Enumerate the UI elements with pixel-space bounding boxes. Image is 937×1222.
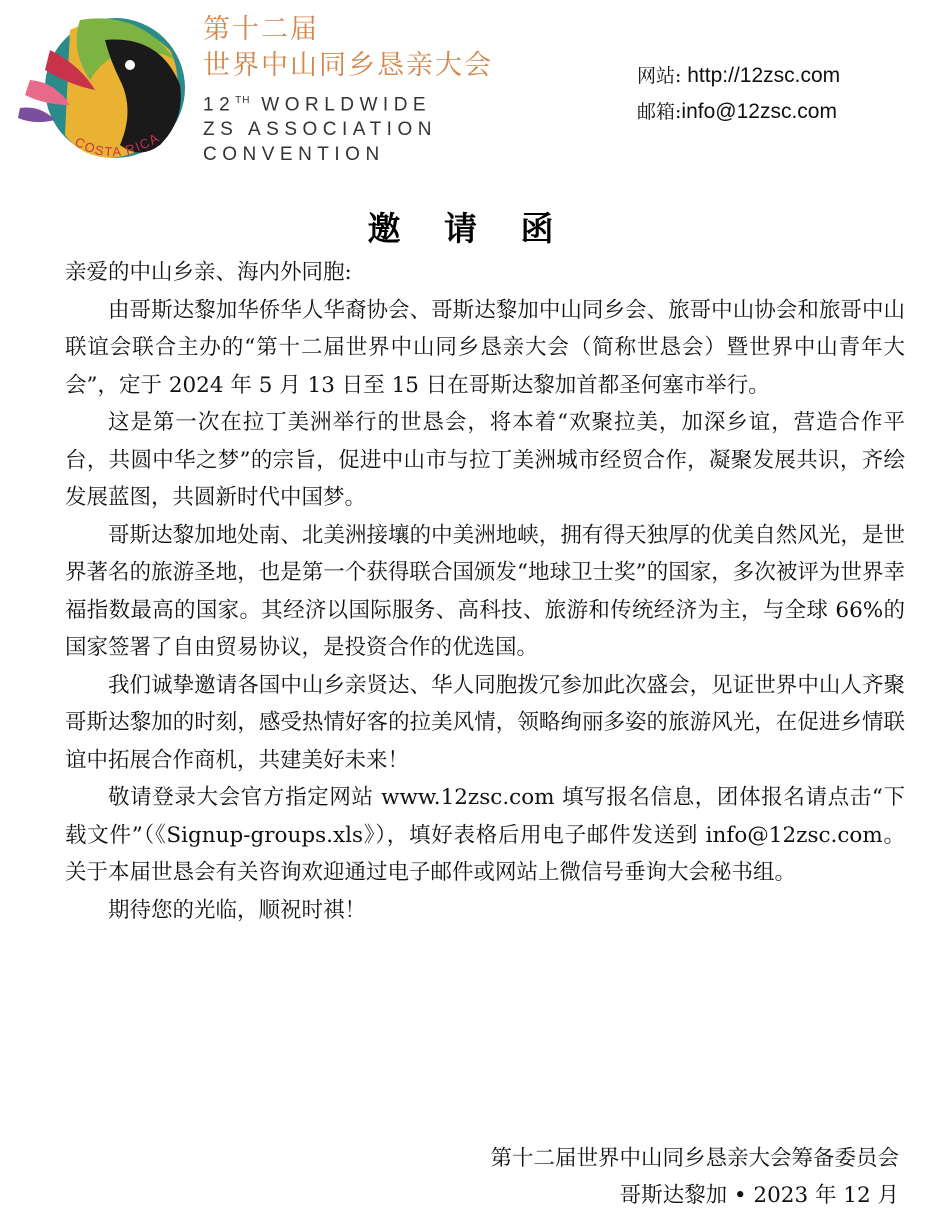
website-line [637, 58, 840, 94]
logo-toucan-eye [125, 60, 135, 70]
paragraph-registration: 敬请登录大会官方指定网站 www.12zsc.com 填写报名信息，团体报名请点击“下载文件”（《Signup-groups.xls》），填好表格后用电子邮件发送到 info@12zsc.com。关于本届世恳会有关咨询欢迎通过电子邮件或网站上微信号垂询大会秘书组。 [65, 785, 905, 885]
paragraph-organizers: 由哥斯达黎加华侨华人华裔协会、哥斯达黎加中山同乡会、旅哥中山协会和旅哥中山联谊会联合主办的“第十二届世界中山同乡恳亲大会（简称世恳会）暨世界中山青年大会”，定于 2024 年 5 月 13 日至 15 日在哥斯达黎加首都圣何塞市举行。 [65, 297, 905, 398]
signature-block [490, 1140, 899, 1214]
letterhead [0, 0, 937, 185]
convention-title-en-line2: ZS ASSOCIATION [203, 119, 437, 141]
paragraph-costa-rica: 哥斯达黎加地处南、北美洲接壤的中美洲地峡，拥有得天独厚的优美自然风光，是世界著名的旅游圣地，也是第一个获得联合国颁发“地球卫士奖”的国家，多次被评为世界幸福指数最高的国家。其经济以国际服务、高科技、旅游和传统经济为主，与全球 66%的国家签署了自由贸易协议，是投资合作的优选国。 [65, 522, 905, 660]
en-ordinal-suffix: TH [235, 95, 251, 106]
contact-info [637, 58, 840, 130]
signature-place-date: 哥斯达黎加 • 2023 年 12 月 [619, 1183, 899, 1208]
en-title-worldwide: WORLDWIDE [250, 94, 432, 116]
email-line [637, 94, 840, 130]
document-title: 邀 请 函 [367, 209, 570, 248]
convention-title-en-line1 [203, 88, 437, 117]
email-link[interactable]: info@12zsc.com [681, 100, 837, 123]
convention-title-cn-line1: 第十二届 [203, 14, 319, 45]
logo-arc-text: COSTA RICA [72, 129, 163, 160]
website-link[interactable]: http://12zsc.com [687, 64, 841, 87]
email-label: 邮箱: [637, 101, 682, 123]
paragraph-purpose: 这是第一次在拉丁美洲举行的世恳会，将本着“欢聚拉美，加深乡谊，营造合作平台，共圆中华之梦”的宗旨，促进中山市与拉丁美洲城市经贸合作，凝聚发展共识，齐绘发展蓝图，共圆新时代中国梦。 [65, 410, 905, 510]
convention-title-cn [203, 12, 493, 84]
paragraph-closing: 期待您的光临，顺祝时祺！ [108, 897, 367, 923]
convention-title-en [203, 88, 437, 167]
en-ordinal-number: 12 [203, 94, 236, 116]
paragraph-invitation: 我们诚挚邀请各国中山乡亲贤达、华人同胞拨冗参加此次盛会，见证世界中山人齐聚哥斯达黎加的时刻，感受热情好客的拉美风情，领略绚丽多姿的旅游风光，在促进乡情联谊中拓展合作商机，共建美好未来！ [65, 672, 905, 773]
signature-organization: 第十二届世界中山同乡恳亲大会筹备委员会 [490, 1146, 899, 1171]
convention-logo [10, 10, 200, 170]
convention-title-en-line3: CONVENTION [203, 144, 385, 166]
convention-title-cn-line2: 世界中山同乡恳亲大会 [203, 50, 493, 81]
letter-body [65, 254, 905, 929]
salutation: 亲爱的中山乡亲、海内外同胞: [65, 260, 352, 285]
website-label: 网站: [637, 65, 682, 87]
